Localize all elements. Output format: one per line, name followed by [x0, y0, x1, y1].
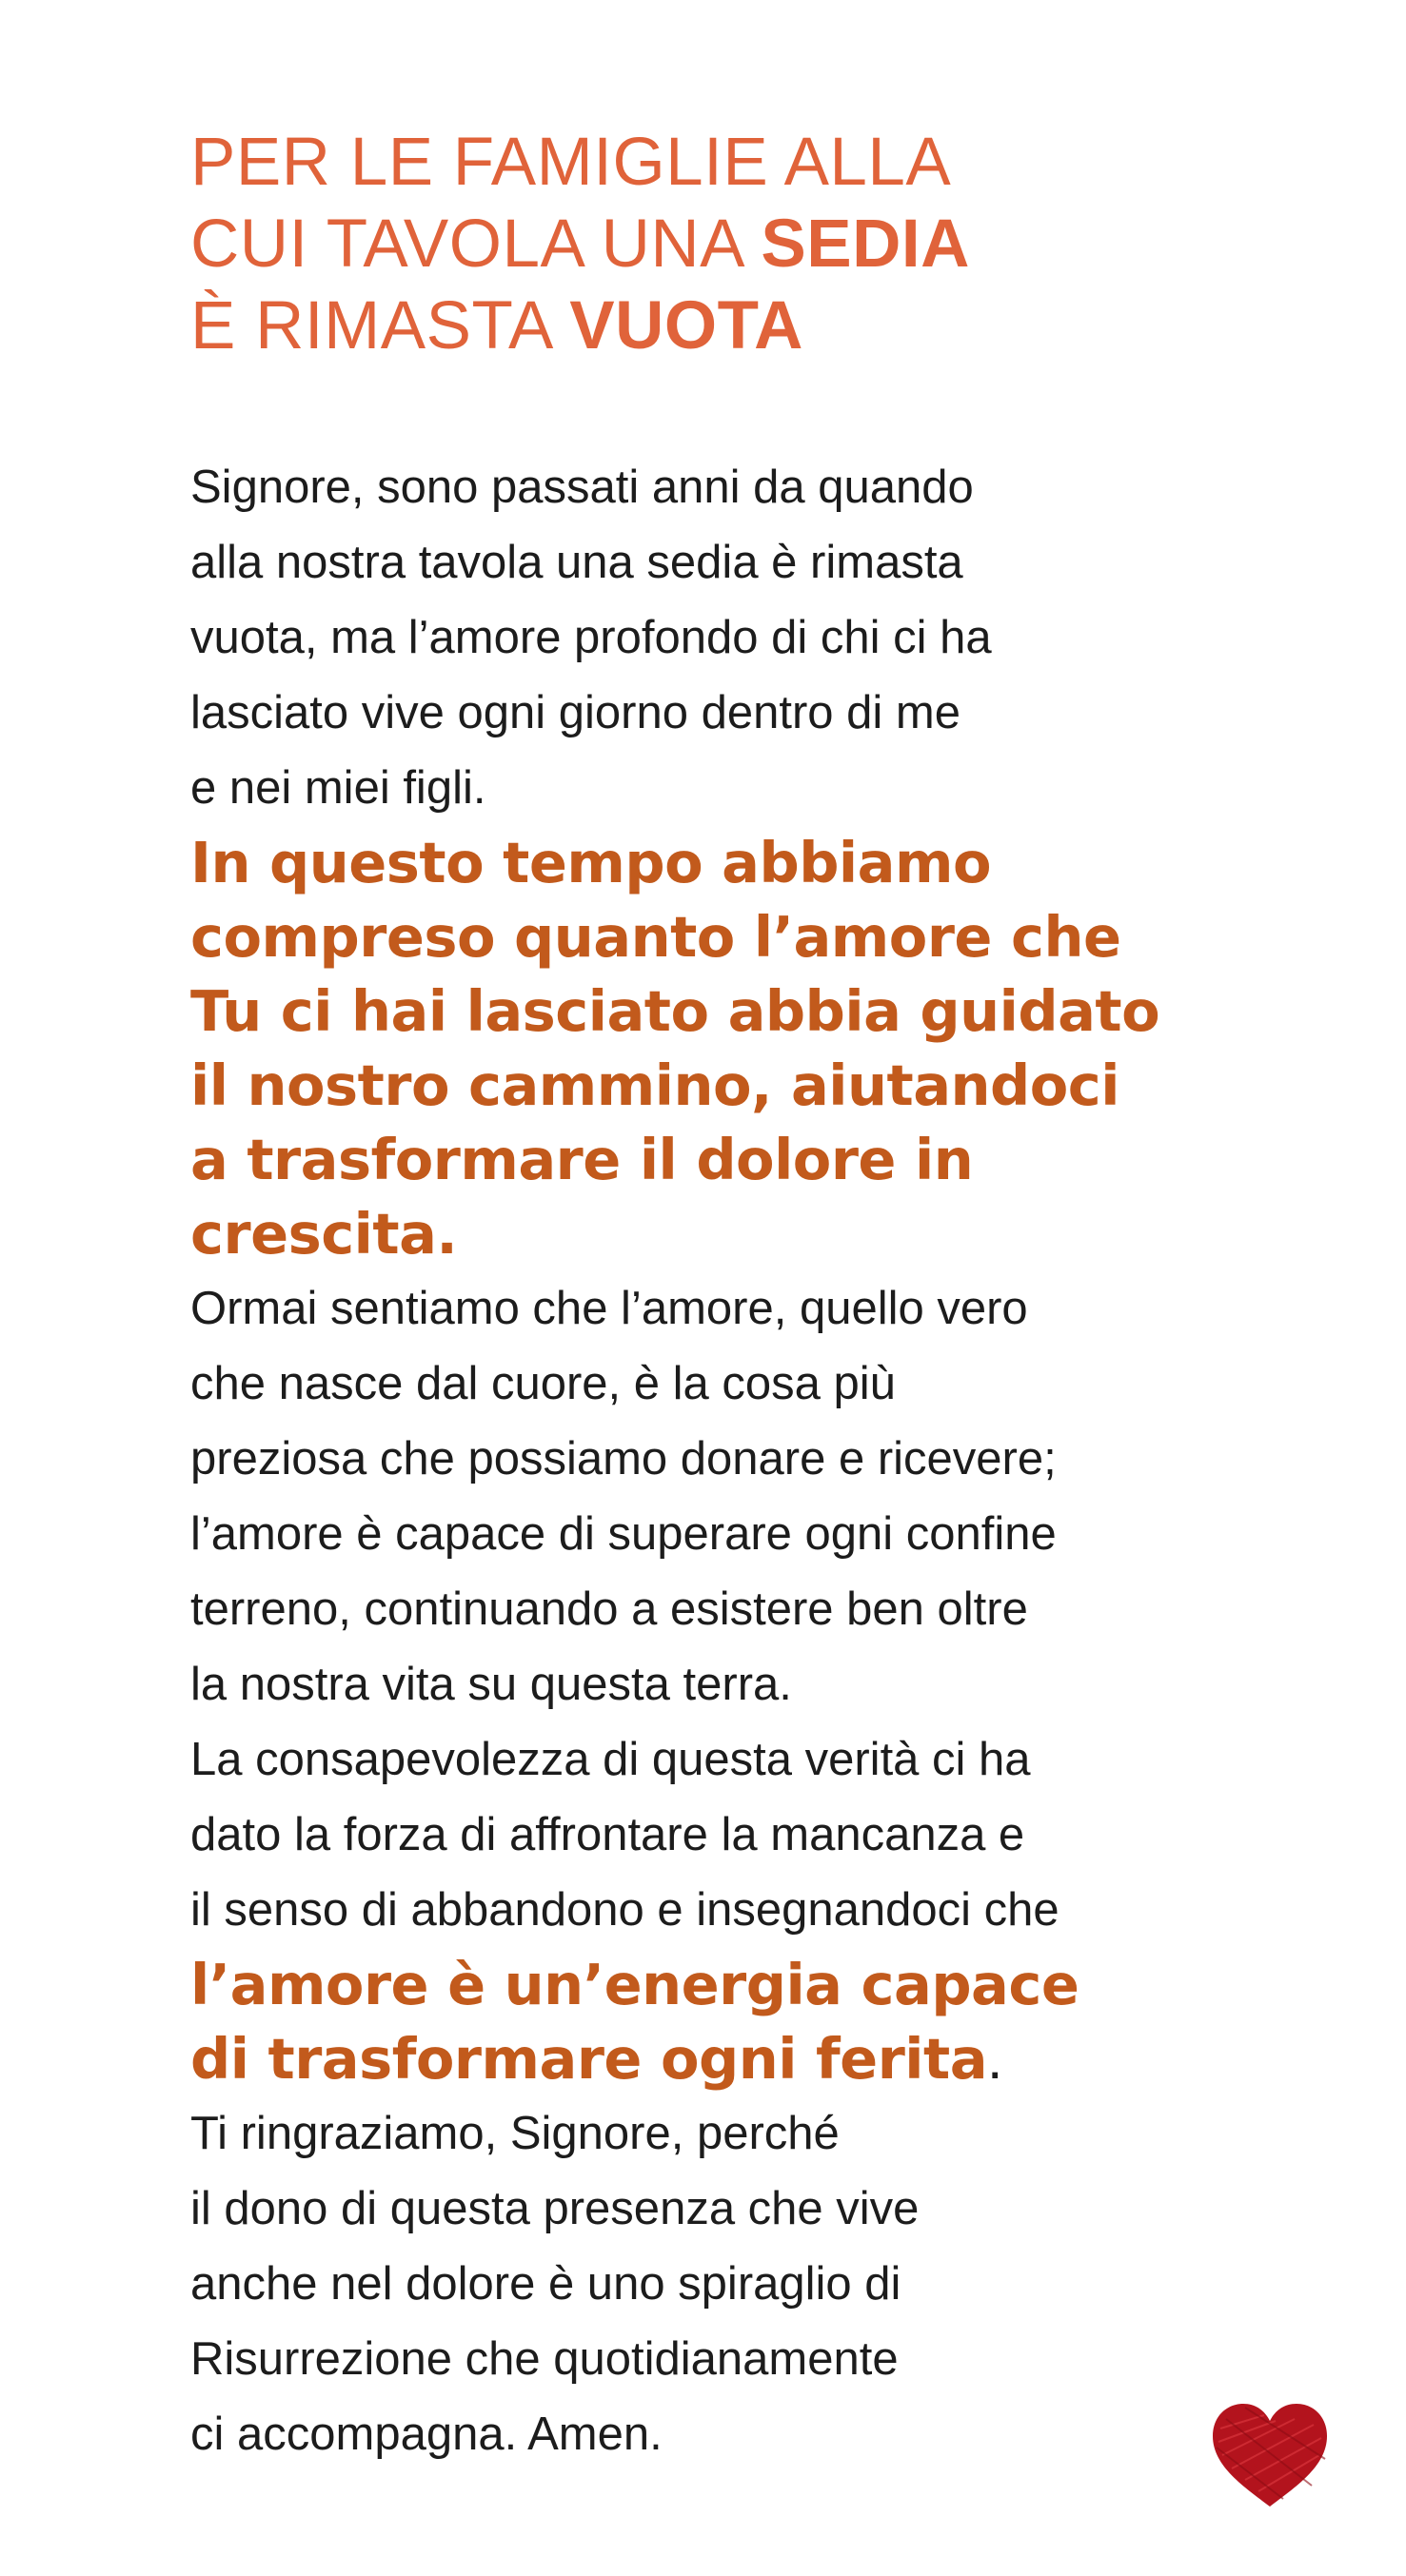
heart-icon — [1207, 2400, 1333, 2512]
paragraph-line: La consapevolezza di questa verità ci ha — [190, 1734, 1031, 1785]
emphasis-block-2 — [190, 1948, 1285, 2096]
emphasis-line: Tu ci hai lasciato abbia guidato — [190, 978, 1160, 1044]
paragraph-line: vuota, ma l’amore profondo di chi ci ha — [190, 612, 992, 663]
emphasis-line: a trasformare il dolore in — [190, 1127, 974, 1192]
title-line-2-a: CUI TAVOLA UNA — [190, 206, 762, 282]
emphasis-line: il nostro cammino, aiutandoci — [190, 1052, 1119, 1118]
paragraph-line: il dono di questa presenza che vive — [190, 2183, 920, 2234]
prayer-body — [190, 450, 1285, 2472]
title-word-sedia: SEDIA — [761, 206, 970, 282]
paragraph-line: l’amore è capace di superare ogni confine — [190, 1508, 1057, 1560]
paragraph-line: il senso di abbandono e insegnandoci che — [190, 1884, 1059, 1936]
paragraph-line: preziosa che possiamo donare e ricevere; — [190, 1433, 1057, 1485]
title-word-vuota: VUOTA — [569, 288, 803, 364]
emphasis-line: In questo tempo abbiamo — [190, 830, 991, 895]
paragraph-line: Signore, sono passati anni da quando — [190, 462, 974, 513]
emphasis-line: compreso quanto l’amore che — [190, 904, 1121, 970]
paragraph-3 — [190, 2096, 1285, 2472]
emphasis-line: l’amore è un’energia capace — [190, 1952, 1079, 2017]
title-line-3 — [190, 285, 1285, 367]
paragraph-line: che nasce dal cuore, è la cosa più — [190, 1358, 896, 1409]
emphasis-line-text: di trasformare ogni ferita — [190, 2026, 988, 2092]
page-title — [190, 122, 1285, 367]
paragraph-line: dato la forza di affrontare la mancanza e — [190, 1809, 1025, 1860]
paragraph-line: la nostra vita su questa terra. — [190, 1659, 792, 1710]
title-line-3-a: È RIMASTA — [190, 288, 570, 364]
emphasis-block-1 — [190, 826, 1285, 1271]
emphasis-line: crescita. — [190, 1201, 458, 1267]
emphasis-period: . — [987, 2028, 1002, 2091]
paragraph-line: anche nel dolore è uno spiraglio di — [190, 2258, 901, 2310]
title-line-2 — [190, 204, 1285, 285]
paragraph-line: terreno, continuando a esistere ben oltre — [190, 1583, 1028, 1635]
paragraph-line: Ti ringraziamo, Signore, perché — [190, 2108, 840, 2159]
paragraph-line: e nei miei figli. — [190, 762, 486, 814]
paragraph-2 — [190, 1271, 1285, 1948]
prayer-card — [190, 122, 1285, 2460]
paragraph-line: Ormai sentiamo che l’amore, quello vero — [190, 1283, 1028, 1334]
paragraph-line: alla nostra tavola una sedia è rimasta — [190, 537, 963, 588]
paragraph-line: ci accompagna. Amen. — [190, 2409, 663, 2460]
title-line-1: PER LE FAMIGLIE ALLA — [190, 125, 952, 200]
paragraph-1 — [190, 450, 1285, 826]
paragraph-line: lasciato vive ogni giorno dentro di me — [190, 687, 960, 738]
emphasis-line — [190, 2022, 1285, 2096]
paragraph-line: Risurrezione che quotidianamente — [190, 2333, 899, 2385]
